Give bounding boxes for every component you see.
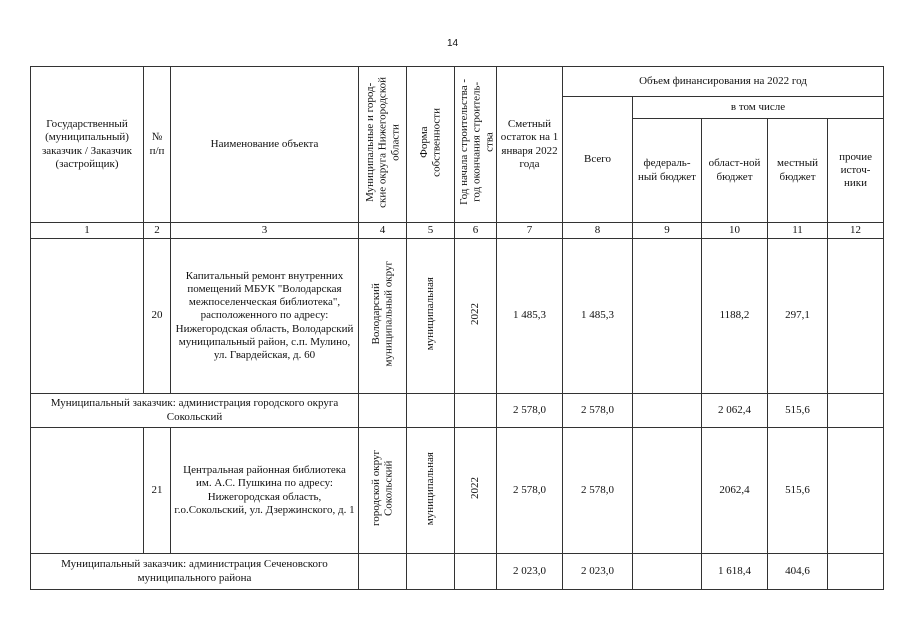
column-number: 3 — [171, 223, 359, 239]
header-estimate: Сметный остаток на 1 января 2022 года — [497, 67, 563, 223]
local-value: 515,6 — [768, 428, 828, 554]
table-row-object-21 — [31, 428, 884, 554]
other-value — [828, 239, 884, 394]
customer-cell — [31, 428, 144, 554]
header-financing: Объем финансирования на 2022 год — [563, 67, 884, 97]
local-value: 404,6 — [768, 554, 828, 590]
header-num: № п/п — [144, 67, 171, 223]
column-number: 2 — [144, 223, 171, 239]
total-value: 1 485,3 — [563, 239, 633, 394]
regional-value: 1188,2 — [702, 239, 768, 394]
other-value — [828, 428, 884, 554]
federal-value — [633, 554, 702, 590]
header-municipality: Муниципальные и город- ские округа Нижегородской области — [359, 67, 407, 223]
column-number: 1 — [31, 223, 144, 239]
ownership: муниципальная — [407, 428, 455, 554]
total-value: 2 023,0 — [563, 554, 633, 590]
object-name: Центральная районная библиотека им. А.С. Пушкина по адресу: Нижегородская область, г.о.Сокольский, ул. Дзержинского, д. 1 — [171, 428, 359, 554]
customer-cell — [31, 239, 144, 394]
years: 2022 — [455, 239, 497, 394]
federal-value — [633, 428, 702, 554]
column-number: 6 — [455, 223, 497, 239]
estimate-value: 2 023,0 — [497, 554, 563, 590]
column-number: 12 — [828, 223, 884, 239]
regional-value: 1 618,4 — [702, 554, 768, 590]
column-number: 7 — [497, 223, 563, 239]
column-number: 5 — [407, 223, 455, 239]
local-value: 297,1 — [768, 239, 828, 394]
ownership: муниципальная — [407, 239, 455, 394]
regional-value: 2 062,4 — [702, 394, 768, 428]
row-number: 21 — [144, 428, 171, 554]
column-number: 11 — [768, 223, 828, 239]
estimate-value: 1 485,3 — [497, 239, 563, 394]
other-value — [828, 394, 884, 428]
header-object-name: Наименование объекта — [171, 67, 359, 223]
table-row-customer-sechenovsky — [31, 554, 884, 590]
header-years: Год начала строительства - год окончания строитель- ства — [455, 67, 497, 223]
column-number: 10 — [702, 223, 768, 239]
municipality: Володарский муниципальный округ — [359, 239, 407, 394]
header-local: местный бюджет — [768, 119, 828, 223]
column-number: 4 — [359, 223, 407, 239]
column-number: 9 — [633, 223, 702, 239]
total-value: 2 578,0 — [563, 394, 633, 428]
header-ownership: Форма собственности — [407, 67, 455, 223]
regional-value: 2062,4 — [702, 428, 768, 554]
years: 2022 — [455, 428, 497, 554]
municipality: городской округ Сокольский — [359, 428, 407, 554]
page-number: 14 — [446, 38, 459, 49]
table-row-object-20 — [31, 239, 884, 394]
estimate-value: 2 578,0 — [497, 428, 563, 554]
header-other: прочие источ-ники — [828, 119, 884, 223]
other-value — [828, 554, 884, 590]
customer-label: Муниципальный заказчик: администрация Сеченовского муниципального района — [31, 554, 359, 590]
total-value: 2 578,0 — [563, 428, 633, 554]
object-name: Капитальный ремонт внутренних помещений МБУК "Володарская межпоселенческая библиотека", расположенного по адресу: Нижегородская область, Володарский муниципальный район, с.п. Мулино, ул. Гвардейская, д. 60 — [171, 239, 359, 394]
table-row-customer-sokolsky — [31, 394, 884, 428]
local-value: 515,6 — [768, 394, 828, 428]
customer-label: Муниципальный заказчик: администрация городского округа Сокольский — [31, 394, 359, 428]
column-number: 8 — [563, 223, 633, 239]
header-including: в том числе — [633, 97, 884, 119]
federal-value — [633, 239, 702, 394]
federal-value — [633, 394, 702, 428]
header-customer: Государственный (муниципальный) заказчик / Заказчик (застройщик) — [31, 67, 144, 223]
financing-table — [30, 66, 884, 590]
estimate-value: 2 578,0 — [497, 394, 563, 428]
header-regional: област-ной бюджет — [702, 119, 768, 223]
header-total: Всего — [563, 97, 633, 223]
header-federal: федераль-ный бюджет — [633, 119, 702, 223]
row-number: 20 — [144, 239, 171, 394]
